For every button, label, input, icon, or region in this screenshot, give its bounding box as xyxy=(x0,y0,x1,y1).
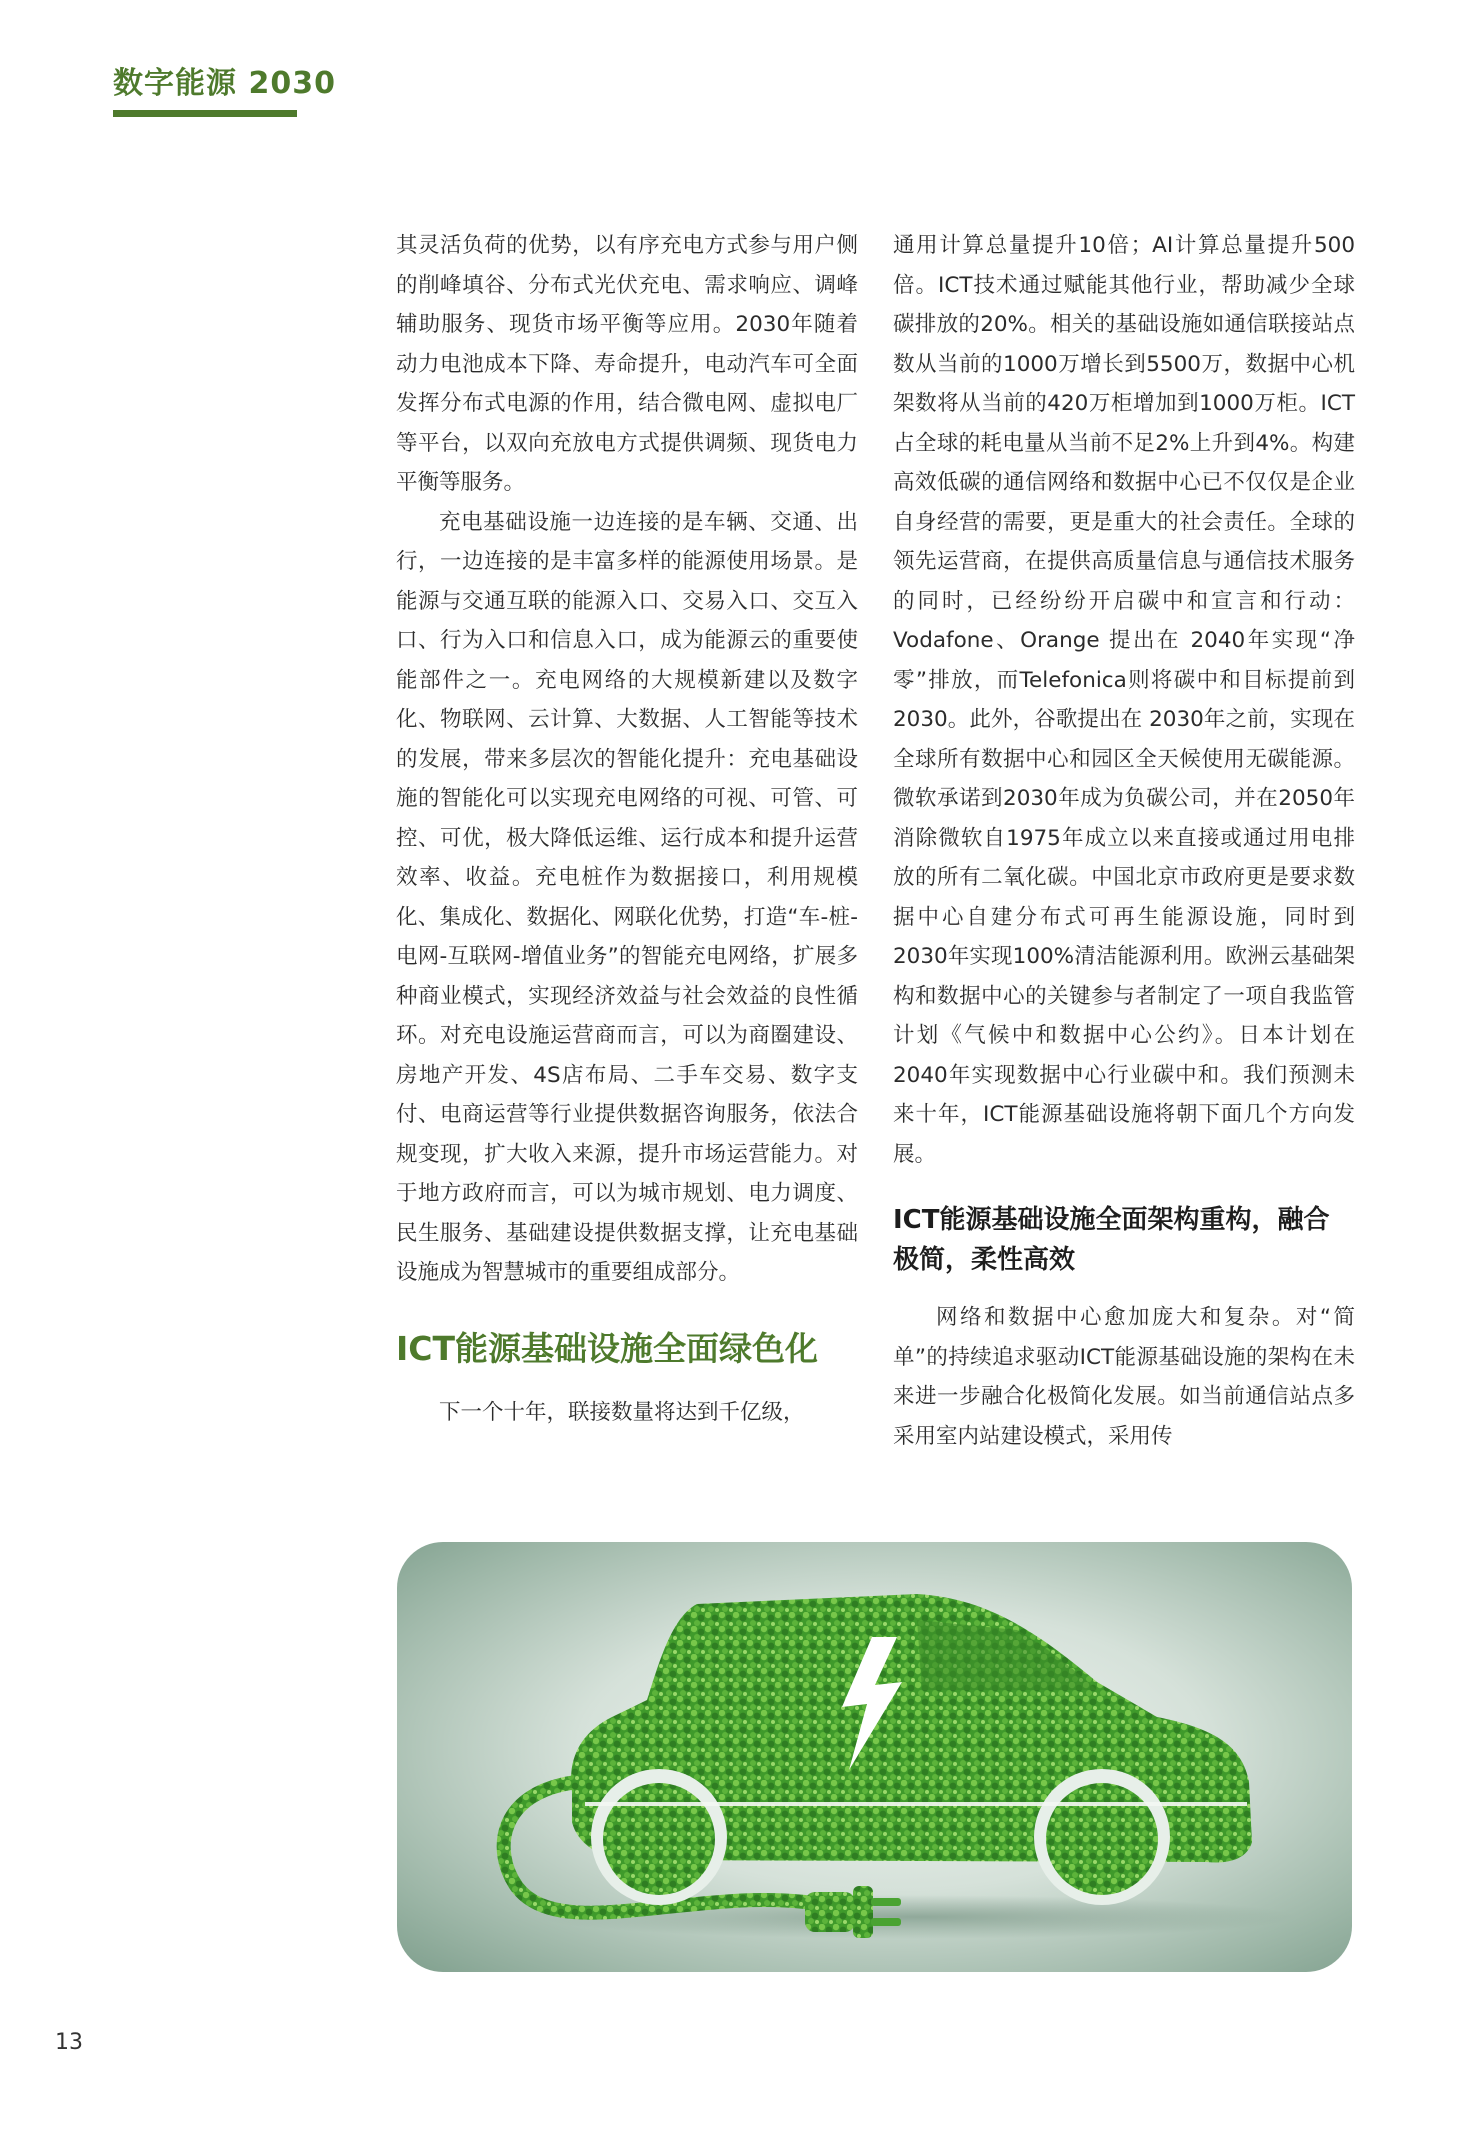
page-number: 13 xyxy=(55,2030,83,2055)
right-paragraph-2: 网络和数据中心愈加庞大和复杂。对“简单”的持续追求驱动ICT能源基础设施的架构在未来进一步融合化极简化发展。如当前通信站点多采用室内站建设模式，采用传 xyxy=(893,1305,1355,1449)
header-title: 数字能源 2030 xyxy=(113,66,336,101)
right-paragraph-1: 通用计算总量提升10倍；AI计算总量提升500倍。ICT技术通过赋能其他行业，帮助减少全球碳排放的20%。相关的基础设施如通信联接站点数从当前的1000万增长到5500万，数据中心机架数将从当前的420万柜增加到1000万柜。ICT占全球的耗电量从当前不足2%上升到4%。构建高效低碳的通信网络和数据中心已不仅仅是企业自身经营的需要，更是重大的社会责任。全球的领先运营商，在提供高质量信息与通信技术服务的同时，已经纷纷开启碳中和宣言和行动：Vodafone、Orange 提出在 2040年实现“净零”排放，而Telefonica则将碳中和目标提前到2030。此外，谷歌提出在 2030年之前，实现在全球所有数据中心和园区全天候使用无碳能源。微软承诺到2030年成为负碳公司，并在2050年消除微软自1975年成立以来直接或通过用电排放的所有二氧化碳。中国北京市政府更是要求数据中心自建分布式可再生能源设施，同时到2030年实现100%清洁能源利用。欧洲云基础架构和数据中心的关键参与者制定了一项自我监管计划《气候中和数据中心公约》。日本计划在2040年实现数据中心行业碳中和。我们预测未来十年，ICT能源基础设施将朝下面几个方向发展。 xyxy=(893,233,1355,1167)
right-column xyxy=(893,226,1355,1456)
header-rule xyxy=(113,110,297,117)
running-header xyxy=(113,64,336,104)
subsection-heading: ICT能源基础设施全面架构重构，融合极简，柔性高效 xyxy=(893,1205,1330,1275)
left-paragraph-2: 充电基础设施一边连接的是车辆、交通、出行，一边连接的是丰富多样的能源使用场景。是能源与交通互联的能源入口、交易入口、交互入口、行为入口和信息入口，成为能源云的重要使能部件之一。充电网络的大规模新建以及数字化、物联网、云计算、大数据、人工智能等技术的发展，带来多层次的智能化提升：充电基础设施的智能化可以实现充电网络的可视、可管、可控、可优，极大降低运维、运行成本和提升运营效率、收益。充电桩作为数据接口，利用规模化、集成化、数据化、网联化优势，打造“车-桩-电网-互联网-增值业务”的智能充电网络，扩展多种商业模式，实现经济效益与社会效益的良性循环。对充电设施运营商而言，可以为商圈建设、房地产开发、4S店布局、二手车交易、数字支付、电商运营等行业提供数据咨询服务，依法合规变现，扩大收入来源，提升市场运营能力。对于地方政府而言，可以为城市规划、电力调度、民生服务、基础建设提供数据支撑，让充电基础设施成为智慧城市的重要组成部分。 xyxy=(396,509,858,1285)
green-leaf-electric-car-icon xyxy=(397,1542,1352,1972)
section-heading-green: ICT能源基础设施全面绿色化 xyxy=(396,1328,819,1368)
left-column xyxy=(396,226,858,1432)
left-paragraph-1: 其灵活负荷的优势，以有序充电方式参与用户侧的削峰填谷、分布式光伏充电、需求响应、调峰辅助服务、现货市场平衡等应用。2030年随着动力电池成本下降、寿命提升，电动汽车可全面发挥分布式电源的作用，结合微电网、虚拟电厂等平台，以双向充放电方式提供调频、现货电力平衡等服务。 xyxy=(396,233,858,495)
left-paragraph-3: 下一个十年，联接数量将达到千亿级， xyxy=(439,1399,805,1425)
